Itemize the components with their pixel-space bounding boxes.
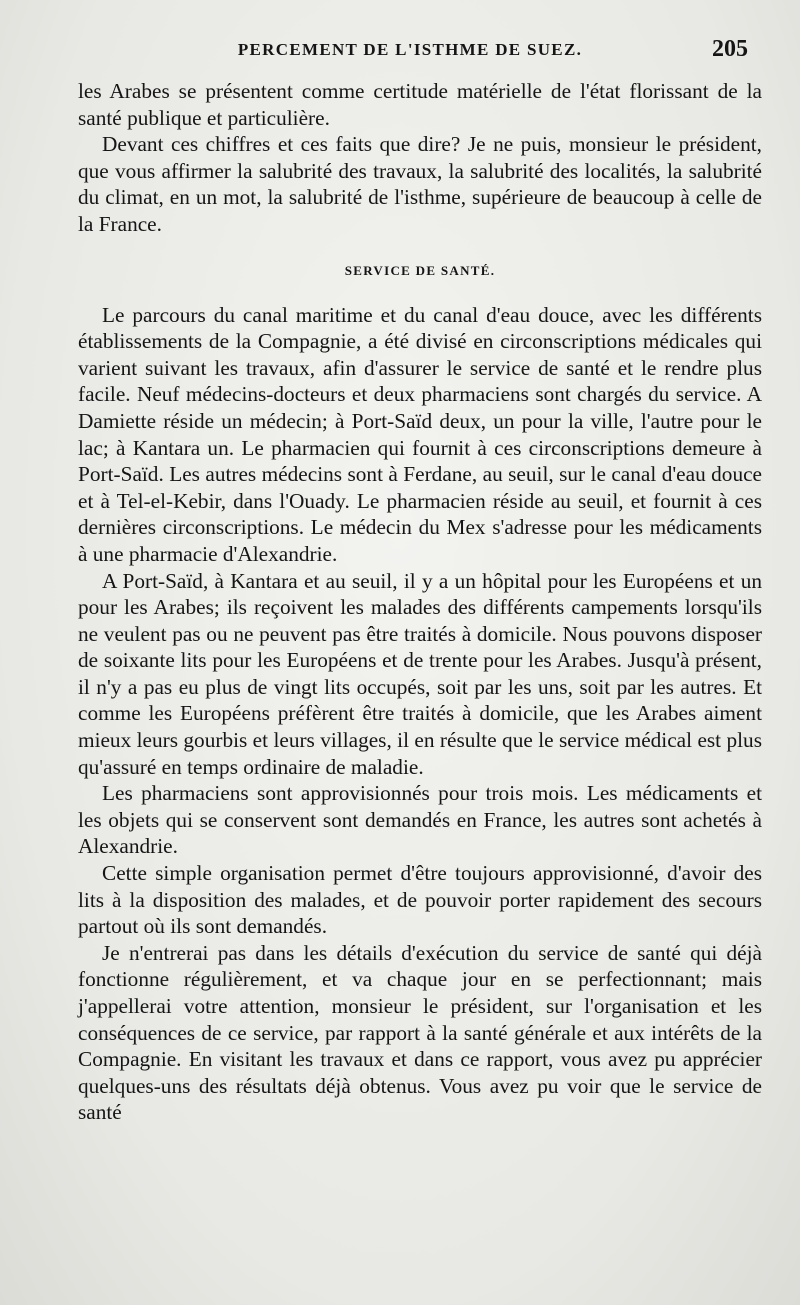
section-heading: SERVICE DE SANTÉ. <box>344 262 496 278</box>
running-title: PERCEMENT DE L'ISTHME DE SUEZ. <box>237 40 583 59</box>
page-body <box>78 78 762 1126</box>
page-header <box>72 36 748 66</box>
page-number: 205 <box>712 36 748 62</box>
paragraph-continued: les Arabes se présentent comme certitude matérielle de l'état florissant de la santé publique et particulière. <box>78 79 762 130</box>
paragraph: Les pharmaciens sont approvisionnés pour trois mois. Les médicaments et les objets qui se conservent sont demandés en France, les autres sont achetés à Alexandrie. <box>78 781 762 859</box>
paragraph: A Port-Saïd, à Kantara et au seuil, il y a un hôpital pour les Européens et un pour les Arabes; ils reçoivent les malades des différents campements lorsqu'ils ne veulent pas ou ne peuvent pas être traités à domicile. Nous pouvons disposer de soixante lits pour les Européens et de trente pour les Arabes. Jusqu'à présent, il n'y a pas eu plus de vingt lits occupés, soit par les uns, soit par les autres. Et comme les Européens préfèrent être traités à domicile, que les Arabes aiment mieux leurs gourbis et leurs villages, il en résulte que le service médical est plus qu'assuré en temps ordinaire de maladie. <box>78 568 762 779</box>
paragraph: Le parcours du canal maritime et du canal d'eau douce, avec les différents établissements de la Compagnie, a été divisé en circonscriptions médicales qui varient suivant les travaux, afin d'assurer le service de santé et le rendre plus facile. Neuf médecins-docteurs et deux pharmaciens sont chargés du service. A Damiette réside un médecin; à Port-Saïd deux, un pour la ville, l'autre pour le lac; à Kantara un. Le pharmacien qui fournit à ces circonscriptions demeure à Port-Saïd. Les autres médecins sont à Ferdane, au seuil, sur le canal d'eau douce et à Tel-el-Kebir, dans l'Ouady. Le pharmacien réside au seuil, et fournit à ces dernières circonscriptions. Le médecin du Mex s'adresse pour les médicaments à une pharmacie d'Alexandrie. <box>78 302 762 566</box>
paragraph: Je n'entrerai pas dans les détails d'exécution du service de santé qui déjà fonctionne régulièrement, et va chaque jour en se perfectionnant; mais j'appellerai votre attention, monsieur le président, sur l'organisation et les conséquences de ce service, par rapport à la santé générale et aux intérêts de la Compagnie. En visitant les travaux et dans ce rapport, vous avez pu apprécier quelques-uns des résultats déjà obtenus. Vous avez pu voir que le service de santé <box>78 940 762 1125</box>
paragraph: Devant ces chiffres et ces faits que dire? Je ne puis, monsieur le président, que vous affirmer la salubrité des travaux, la salubrité des localités, la salubrité du climat, en un mot, la salubrité de l'isthme, supérieure de beaucoup à celle de la France. <box>78 132 762 236</box>
paragraph: Cette simple organisation permet d'être toujours approvisionné, d'avoir des lits à la disposition des malades, et de pouvoir porter rapidement des secours partout où ils sont demandés. <box>78 861 762 939</box>
